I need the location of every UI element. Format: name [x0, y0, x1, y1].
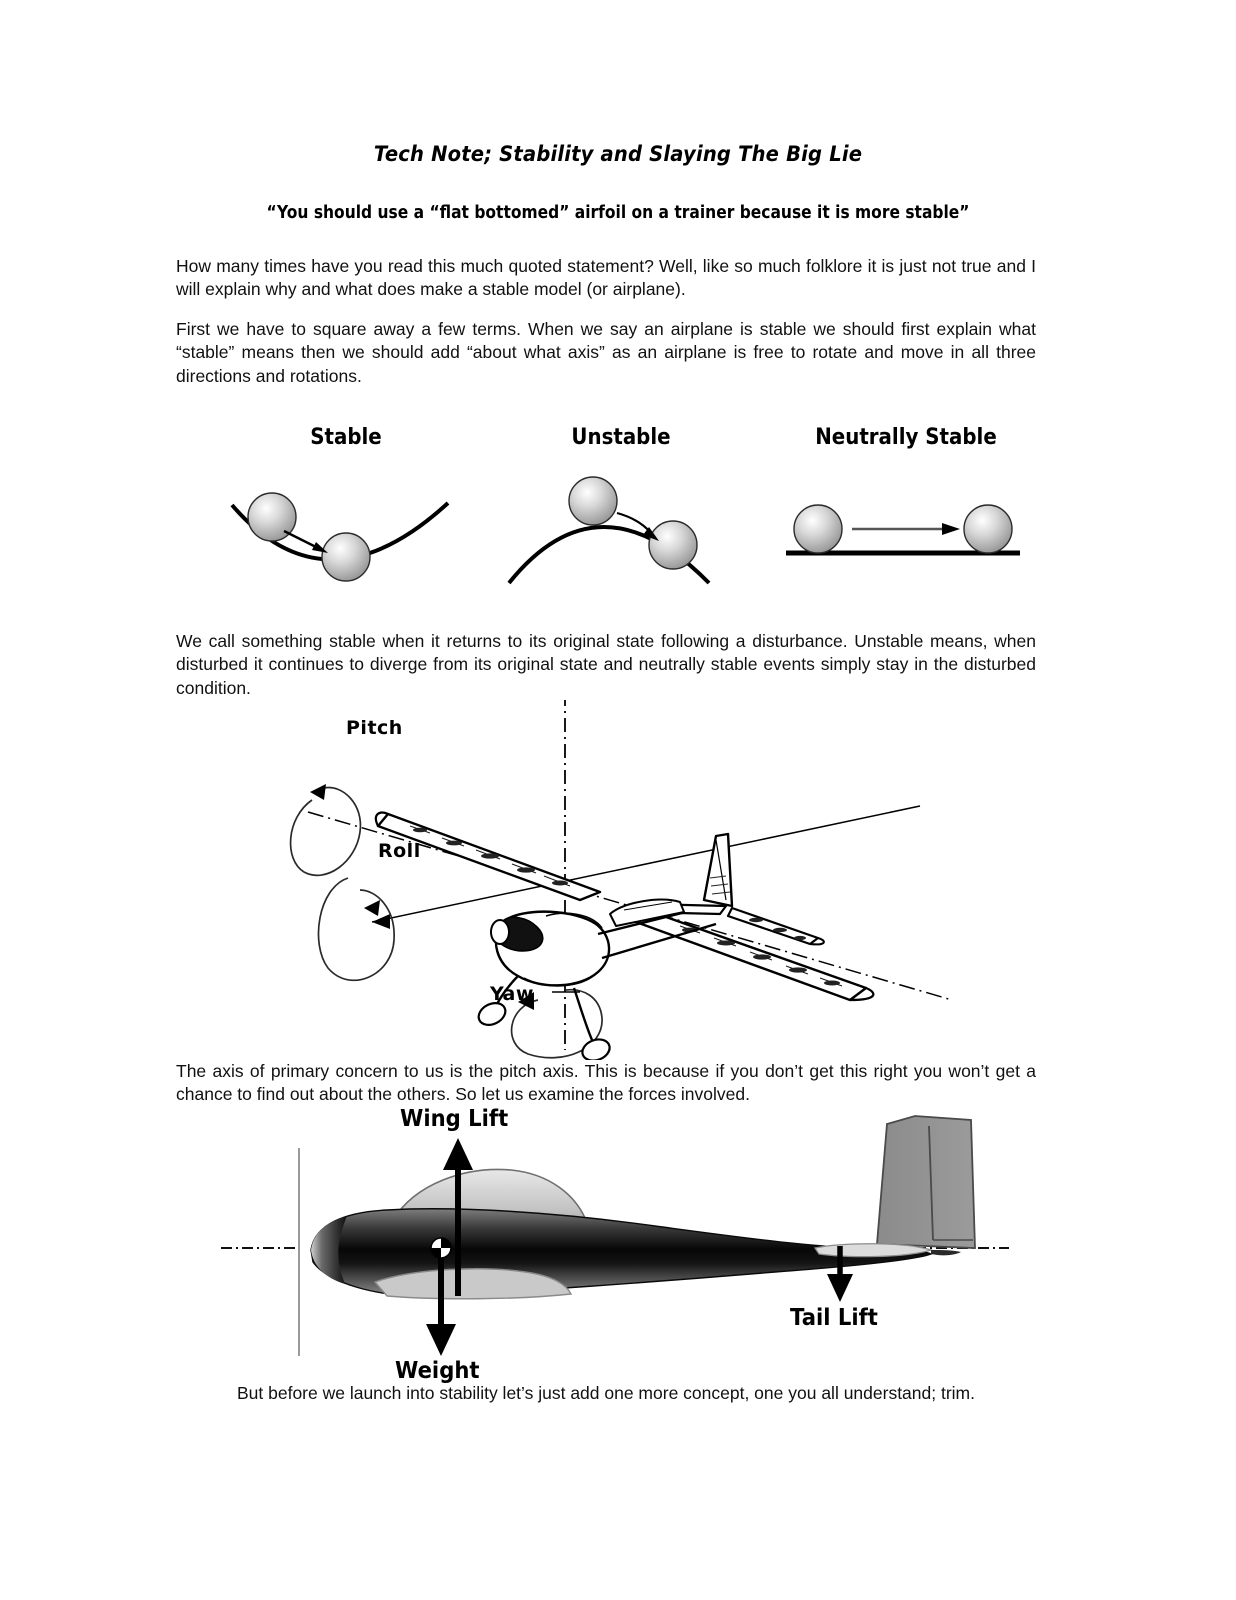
force-label-tail-lift: Tail Lift [790, 1305, 878, 1331]
stability-label-unstable: Unstable [571, 425, 671, 450]
forces-figure [215, 1100, 1015, 1390]
body-paragraph-1: How many times have you read this much quoted statement? Well, like so much folklore it is just not true and I will explain why and what does make a stable model (or airplane). [176, 256, 1036, 300]
unstable-ball-on-hill-diagram [491, 465, 751, 585]
center-of-gravity-icon [431, 1238, 451, 1258]
vertical-fin [877, 1116, 975, 1248]
roll-axis-arrowhead [372, 914, 390, 929]
page-title: Tech Note; Stability and Slaying The Big Lie [373, 142, 863, 166]
tail-tip-cap [931, 1250, 961, 1255]
roll-arrowhead [364, 900, 380, 916]
stability-cell-neutral [776, 425, 1036, 595]
stability-label-stable: Stable [310, 425, 382, 450]
axis-label-yaw: Yaw [490, 983, 534, 1005]
roll-rotation-loop [318, 878, 394, 980]
airplane-three-axes-line-drawing [280, 700, 980, 1060]
pitch-arrowhead [310, 784, 326, 800]
body-paragraph-2: First we have to square away a few terms. When we say an airplane is stable we should first explain what “stable” means then we should add “about what axis” as an airplane is free to rotate and move in all three directions and rotations. [176, 319, 1036, 386]
axis-label-roll: Roll [378, 840, 421, 862]
neutrally-stable-ball-on-flat-diagram [776, 465, 1036, 585]
airplane-line-art [376, 813, 873, 1061]
stability-figure [176, 425, 1036, 595]
three-axes-figure [280, 700, 980, 1060]
body-paragraph-5: But before we launch into stability let’s just add one more concept, one you all understand; trim. [236, 1383, 976, 1403]
force-label-weight: Weight [395, 1358, 480, 1384]
page-subtitle: “You should use a “flat bottomed” airfoil on a trainer because it is more stable” [266, 202, 970, 223]
stability-label-neutral: Neutrally Stable [815, 425, 997, 450]
airplane-side-view-force-diagram [215, 1100, 1015, 1390]
stability-cell-unstable [491, 425, 751, 595]
stable-ball-in-valley-diagram [216, 465, 476, 585]
axis-label-pitch: Pitch [346, 717, 403, 739]
body-paragraph-3: We call something stable when it returns to its original state following a disturbance. Unstable means, when disturbed it continues to diverge from its original state and neutrally stable events simply stay in the disturbed condition. [176, 631, 1036, 698]
stability-cell-stable [216, 425, 476, 595]
pitch-rotation-loop [291, 787, 361, 875]
body-paragraph-4: The axis of primary concern to us is the pitch axis. This is because if you don’t get this right you won’t get a chance to find out about the others. So let us examine the forces involved. [176, 1061, 1036, 1105]
force-label-wing-lift: Wing Lift [400, 1106, 509, 1132]
